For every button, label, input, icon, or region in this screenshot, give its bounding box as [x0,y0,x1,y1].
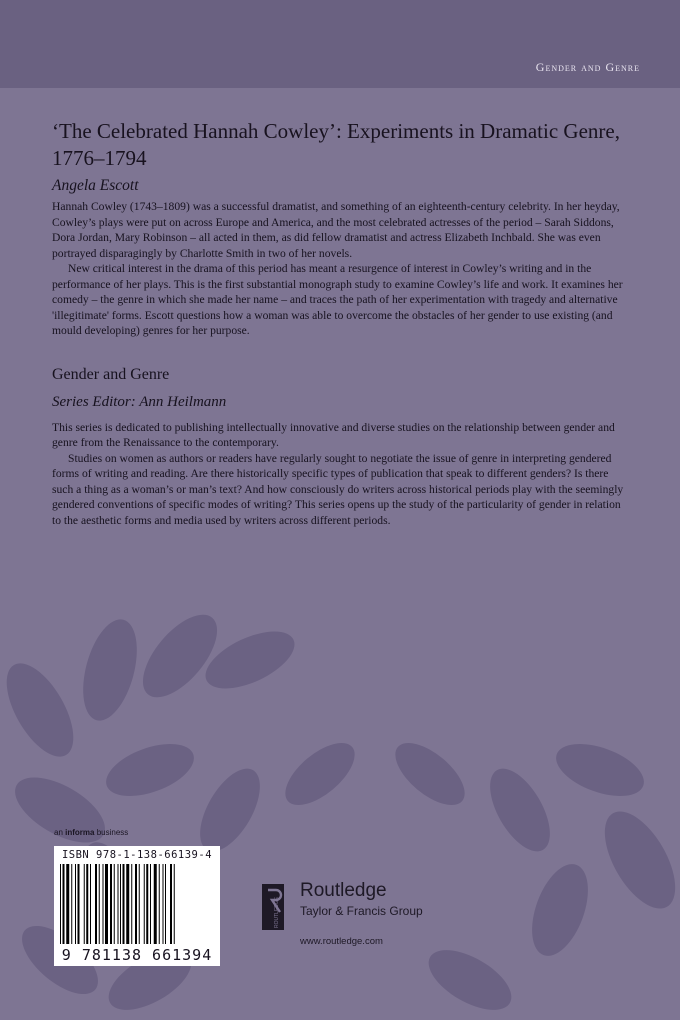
book-title: ‘The Celebrated Hannah Cowley’: Experiments in Dramatic Genre, 1776–1794 [52,119,620,170]
barcode-bar [170,864,172,944]
barcode-bar [123,864,125,944]
barcode-bar [146,864,148,944]
blurb-paragraph-1: Hannah Cowley (1743–1809) was a successful dramatist, and something of an eighteenth-century celebrity. In her heyday, Cowley’s plays were put on across Europe and America, and the most celebrated actresses of the period – Sarah Siddons, Dora Jordan, Mary Robinson – all acted in them, as did fellow dramatist and actress Elizabeth Inchbald. She was even portrayed disparagingly by Charlotte Smith in two of her novels. [52,200,620,260]
barcode-bar [174,864,175,944]
barcode-bar [75,864,76,944]
barcode-bar [86,864,88,944]
informa-business-label: an informa business [54,828,129,837]
blurb-paragraph-2: New critical interest in the drama of this period has meant a resurgence of interest in Cowley’s writing and in the performance of her plays. This is the first substantial monograph study to examine Cowley’s life and work. It examines her comedy – the genre in which she made her name – and traces the path of her experimentation with tragedy and alternative 'illegitimate' forms. Escott questions how a woman was able to overcome the obstacles of her gender to use existing (and mould developing) genres for her purpose. [52,262,623,337]
barcode-bar [60,864,61,944]
barcode-bar [131,864,132,944]
barcode-bar [165,864,166,944]
barcode-bars [60,864,214,944]
barcode-bar [154,864,157,944]
barcode-bar [163,864,164,944]
publisher-url: www.routledge.com [300,936,383,947]
barcode-bar [120,864,121,944]
publisher-group: Taylor & Francis Group [300,904,423,918]
barcode-bar [126,864,129,944]
publisher-name: Routledge [300,880,387,901]
barcode-bar [110,864,112,944]
barcode-bar [84,864,85,944]
barcode-bar [159,864,160,944]
barcode-bar [71,864,72,944]
barcode-bar [139,864,140,944]
series-header: Gender and Genre [535,60,640,74]
book-author: Angela Escott [52,177,139,194]
isbn-digits: 9 781138 661394 [61,946,213,964]
barcode-bar [63,864,65,944]
routledge-logo-icon [262,884,292,930]
barcode-bar [99,864,100,944]
barcode-bar [105,864,108,944]
barcode-bar [66,864,69,944]
series-heading: Gender and Genre [52,365,170,383]
barcode-bar [118,864,119,944]
back-cover-text [52,118,632,528]
barcode-bar [114,864,115,944]
barcode-bar [150,864,151,944]
series-editor: Series Editor: Ann Heilmann [52,393,227,410]
series-paragraph-1: This series is dedicated to publishing intellectually innovative and diverse studies on the relationship between gender and genre from the Renaissance to the contemporary. [52,420,615,449]
barcode-bar [103,864,104,944]
series-paragraph-2: Studies on women as authors or readers have regularly sought to negotiate the issue of genre in interpreting gendered forms of writing and reading. Are there historically specific types of publication that speak to different genders? Is there such a thing as a woman’s or man’s text? And how consciously do writers across historical periods play with the seemingly gendered conventions of specific modes of writing? This series opens up the study of the particularity of gender in relation to the aesthetic forms and media used by writers across different periods. [52,451,624,527]
barcode-bar [144,864,145,944]
routledge-vertical-wordmark: ROUTLEDGE [274,896,280,928]
barcode-bar [90,864,91,944]
barcode-bar [135,864,137,944]
isbn-label: ISBN 978-1-138-66139-4 [61,849,213,861]
isbn-barcode [54,846,220,966]
barcode-bar [78,864,80,944]
informa-brand: informa [65,828,95,837]
barcode-bar [95,864,97,944]
